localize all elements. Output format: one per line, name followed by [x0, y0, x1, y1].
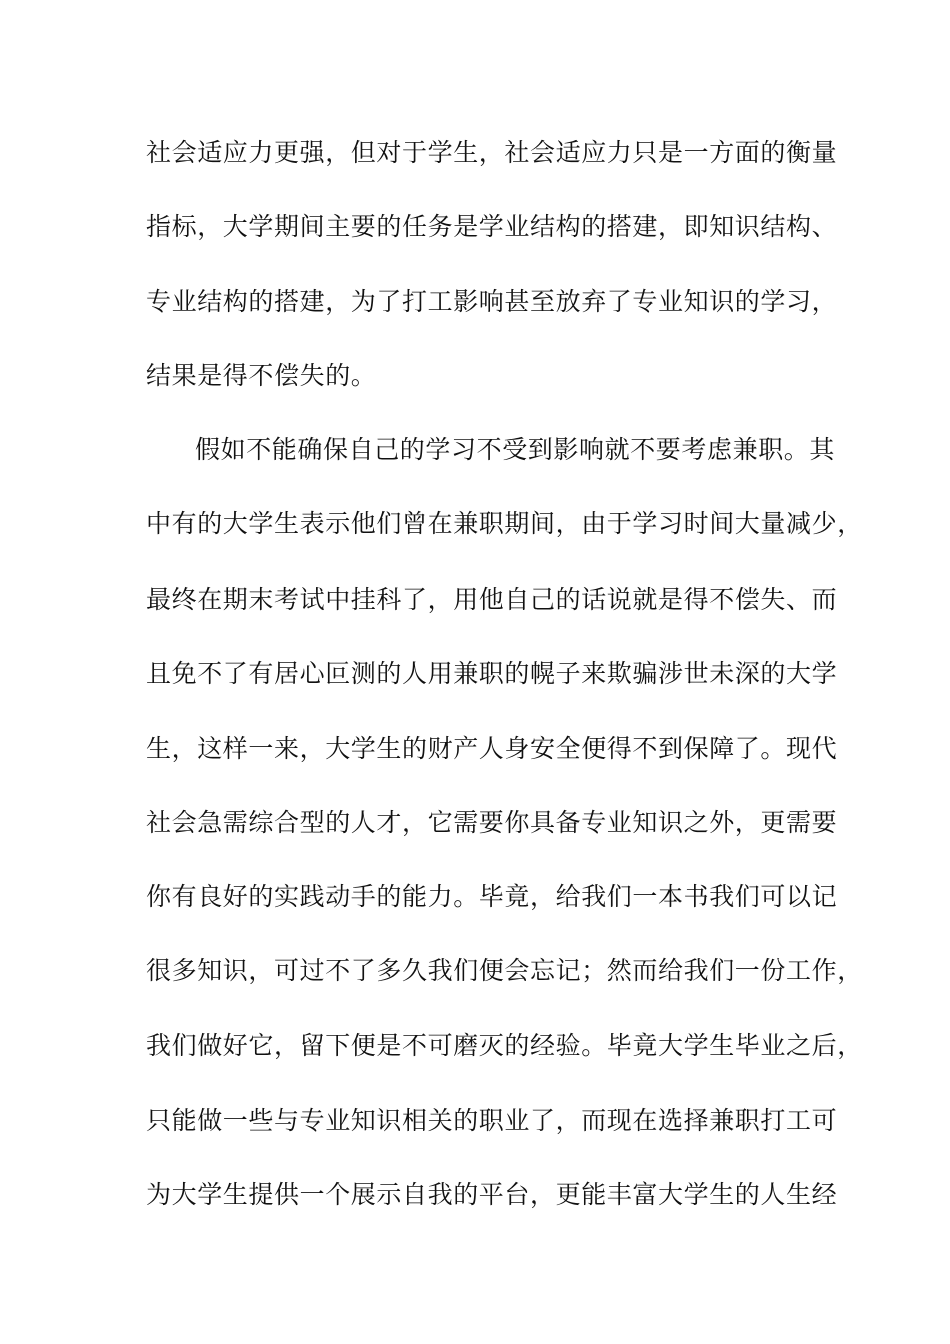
text-line-2: 指标，大学期间主要的任务是学业结构的搭建，即知识结构、 [146, 212, 838, 241]
text-line-12: 很多知识，可过不了多久我们便会忘记；然而给我们一份工作， [146, 956, 863, 985]
text-line-6: 中有的大学生表示他们曾在兼职期间，由于学习时间大量减少， [146, 509, 863, 538]
text-line-10: 社会急需综合型的人才，它需要你具备专业知识之外，更需要 [146, 808, 838, 837]
text-line-11: 你有良好的实践动手的能力。毕竟，给我们一本书我们可以记 [146, 882, 838, 911]
text-line-13: 我们做好它，留下便是不可磨灭的经验。毕竟大学生毕业之后， [146, 1031, 863, 1060]
text-line-9: 生，这样一来，大学生的财产人身安全便得不到保障了。现代 [146, 734, 838, 763]
text-line-8: 且免不了有居心叵测的人用兼职的幌子来欺骗涉世未深的大学 [146, 659, 838, 688]
text-line-1: 社会适应力更强，但对于学生，社会适应力只是一方面的衡量 [146, 138, 838, 167]
text-line-7: 最终在期末考试中挂科了，用他自己的话说就是得不偿失、而 [146, 585, 838, 614]
paragraph-start-line: 假如不能确保自己的学习不受到影响就不要考虑兼职。其 [195, 435, 836, 464]
text-line-15: 为大学生提供一个展示自我的平台，更能丰富大学生的人生经 [146, 1180, 838, 1209]
text-line-3: 专业结构的搭建，为了打工影响甚至放弃了专业知识的学习， [146, 287, 838, 316]
text-line-4: 结果是得不偿失的。 [146, 361, 377, 390]
text-line-14: 只能做一些与专业知识相关的职业了，而现在选择兼职打工可 [146, 1106, 838, 1135]
